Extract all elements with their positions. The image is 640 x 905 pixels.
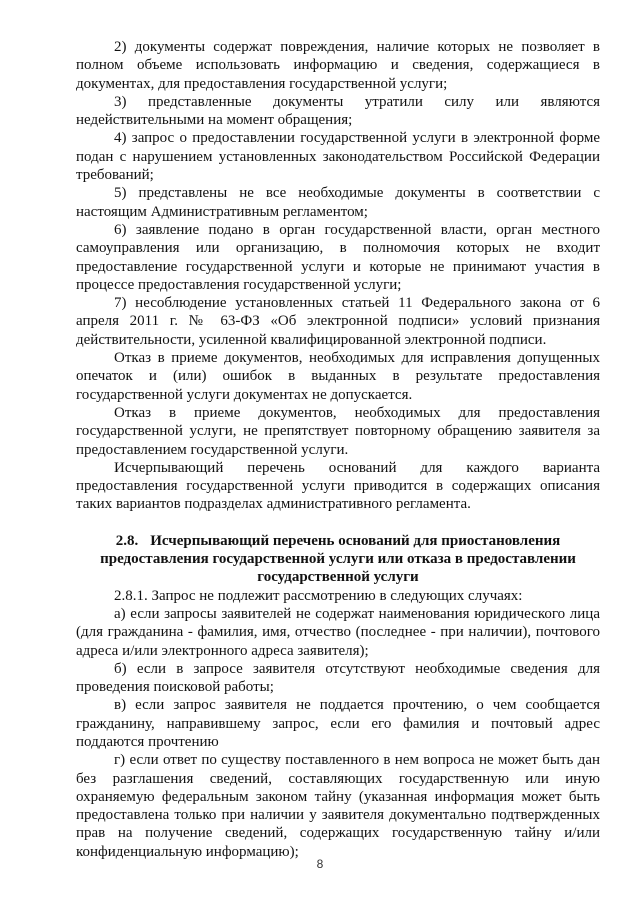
paragraph-item-5: 5) представлены не все необходимые документы в соответствии с настоящим Административным регламентом; — [76, 185, 600, 220]
paragraph-item-7: 7) несоблюдение установленных статьей 11 Федерального закона от 6 апреля 2011 г. № 63-ФЗ «Об электронной подписи» условий признания действительности, усиленной квалифицированной электронной подписи. — [76, 295, 600, 348]
section-gap — [76, 514, 600, 532]
paragraph-refusal-corrections: Отказ в приеме документов, необходимых для исправления допущенных опечаток и (или) ошибок в выданных в результате предоставления государственной услуги документах не допускается. — [76, 350, 600, 403]
paragraph-item-2: 2) документы содержат повреждения, наличие которых не позволяет в полном объеме использовать информацию и сведения, содержащиеся в документах, для предоставления государственной услуги; — [76, 39, 600, 92]
paragraph-exhaustive-list: Исчерпывающий перечень оснований для каждого варианта предоставления государственной услуги приводится в содержащих описания таких вариантов подразделах административного регламента. — [76, 459, 600, 513]
paragraph-item-4: 4) запрос о предоставлении государственной услуги в электронной форме подан с нарушением установленных законодательством Российской Федерации требований; — [76, 130, 600, 184]
paragraph-2-8-1: 2.8.1. Запрос не подлежит рассмотрению в следующих случаях: — [114, 587, 523, 604]
page-number: 8 — [316, 857, 324, 871]
paragraph-item-6: 6) заявление подано в орган государственной власти, орган местного самоуправления или организацию, в полномочия которых не входит предоставление государственной услуги и которые не принимают участия в процессе предоставления государственной услуги; — [76, 221, 600, 293]
paragraph-case-g: г) если ответ по существу поставленного в нем вопроса не может быть дан без разглашения сведений, составляющих государственную или иную охраняемую федеральным законом тайну (указанная информация может быть предоставлена только при наличии у заявителя документально подтвержденных прав на получение сведений, содержащих государственную тайну и/или конфиденциальную информацию); — [76, 752, 600, 860]
section-heading — [76, 532, 600, 587]
paragraph-case-v: в) если запрос заявителя не поддается прочтению, о чем сообщается гражданину, направившему запрос, если его фамилия и почтовый адрес поддаются прочтению — [76, 697, 600, 750]
paragraph-item-3: 3) представленные документы утратили силу или являются недействительными на момент обращения; — [76, 93, 600, 129]
paragraph-case-a: а) если запросы заявителей не содержат наименования юридического лица (для гражданина - фамилия, имя, отчество (последнее - при наличии), почтового адреса и/или электронного адреса заявителя); — [76, 605, 600, 659]
section-number: 2.8. — [115, 532, 139, 549]
paragraph-refusal-repeat: Отказ в приеме документов, необходимых для предоставления государственной услуги, не препятствует повторному обращению заявителя за предоставлением государственной услуги. — [76, 404, 600, 458]
section-title: Исчерпывающий перечень оснований для приостановления предоставления государственной услуги или отказа в предоставлении государственной услуги — [100, 532, 576, 586]
document-page — [76, 38, 600, 861]
paragraph-case-b: б) если в запросе заявителя отсутствуют необходимые сведения для проведения поисковой работы; — [76, 660, 600, 696]
